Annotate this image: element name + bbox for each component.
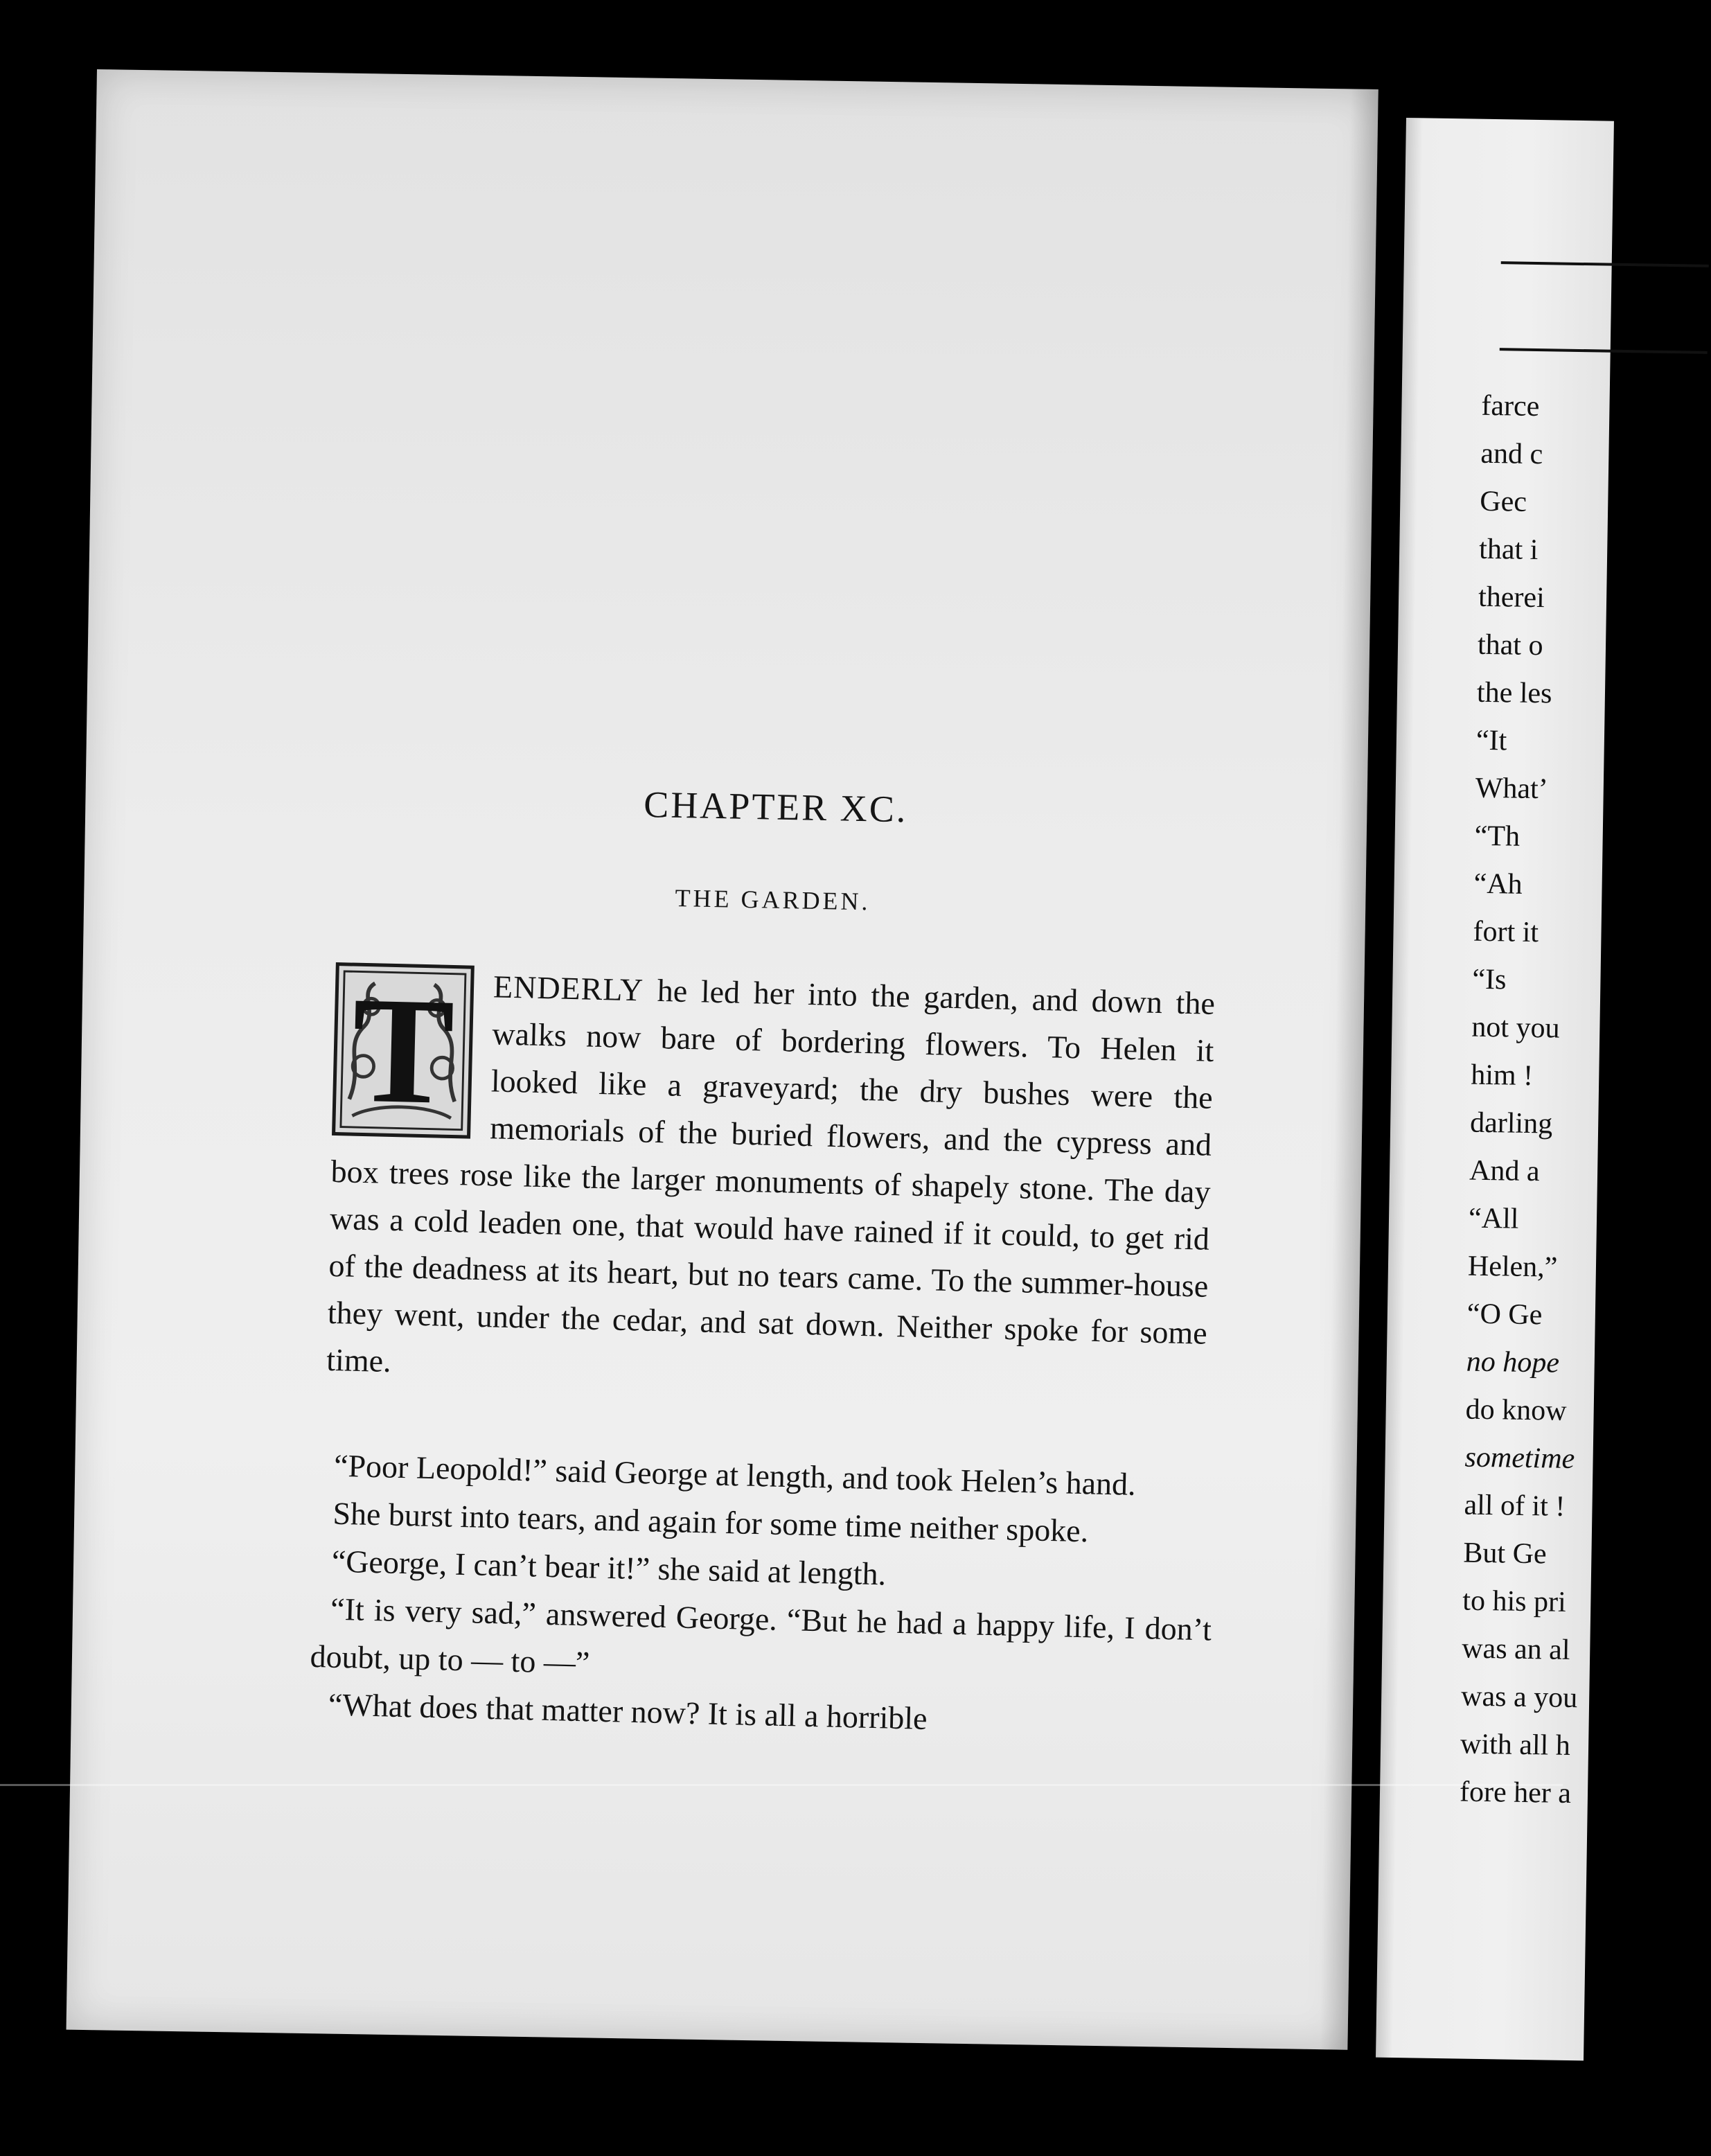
first-paragraph-text: he led her into the garden, and down the walks now bare of bordering flowers. To Helen it looked like a graveyard; the dry bushes were the memorials of the buried flowers, and the cypress and box trees rose like the larger monuments of shapely stone. The day was a cold leaden one, that would have rained if it could, to get rid of the deadness at its heart, but no tears came. To the summer-house they went, under the cedar, and sat down. Neither spoke for some time. xyxy=(326,972,1216,1379)
right-page-line: to his pri xyxy=(1462,1584,1567,1618)
right-page-line: therei xyxy=(1478,581,1545,615)
first-paragraph xyxy=(326,960,1216,1404)
scan-artifact-line xyxy=(0,1784,1563,1786)
paragraph-burst-into-tears: She burst into tears, and again for some time neither spoke. xyxy=(332,1495,1089,1549)
right-page-line: was a you xyxy=(1460,1680,1578,1715)
drop-cap-letter: T xyxy=(350,964,456,1137)
paragraph-what-does-that-matter: “What does that matter now? It is all a horrible xyxy=(328,1686,928,1736)
right-page-line: “It xyxy=(1475,724,1507,757)
right-page-line: “All xyxy=(1468,1202,1519,1235)
right-page-line: “Is xyxy=(1472,963,1507,996)
body-text xyxy=(308,1441,1215,1749)
right-page-line: “Ah xyxy=(1473,867,1523,901)
right-page-line: And a xyxy=(1469,1154,1540,1188)
right-page-line: sometime xyxy=(1464,1441,1575,1476)
right-page-line: “O Ge xyxy=(1466,1298,1543,1332)
right-page-text xyxy=(1406,118,1614,1810)
right-page-line: do know xyxy=(1465,1393,1567,1427)
right-page-rule-bottom xyxy=(1500,348,1708,354)
right-page-line: no hope xyxy=(1466,1345,1560,1379)
right-page-line: fort it xyxy=(1473,915,1539,949)
right-page-line: What’ xyxy=(1475,772,1549,806)
right-page-line: all of it ! xyxy=(1464,1489,1566,1523)
right-page-line: But Ge xyxy=(1463,1537,1547,1571)
right-page-line: not you xyxy=(1471,1011,1560,1045)
first-word-rest: ENDERLY xyxy=(493,969,644,1008)
paragraph-very-sad: “It is very sad,” answered George. “But he had a happy life, I don’t doubt, up to — to —” xyxy=(310,1591,1212,1681)
chapter-subtitle: THE GARDEN. xyxy=(675,883,871,916)
right-page-line: Helen,” xyxy=(1467,1250,1558,1284)
right-page-line: fore her a xyxy=(1459,1776,1572,1810)
right-page-line: that i xyxy=(1478,533,1539,567)
paragraph-poor-leopold: “Poor Leopold!” said George at length, and took Helen’s hand. xyxy=(333,1447,1137,1502)
right-page-line: and c xyxy=(1480,437,1543,471)
ornamental-drop-cap xyxy=(332,962,475,1139)
right-page-line: that o xyxy=(1477,628,1543,662)
right-page-line: was an al xyxy=(1461,1632,1570,1666)
chapter-heading: CHAPTER XC. xyxy=(643,783,908,831)
right-page xyxy=(1376,118,1614,2060)
right-page-line: darling xyxy=(1469,1106,1553,1140)
right-page-line: him ! xyxy=(1470,1059,1534,1093)
paragraph-cant-bear-it: “George, I can’t bear it!” she said at length. xyxy=(331,1543,887,1592)
right-page-line: with all h xyxy=(1460,1728,1571,1762)
right-page-line: “Th xyxy=(1474,820,1521,853)
right-page-rule-top xyxy=(1501,261,1709,267)
right-page-line: Gec xyxy=(1479,485,1527,518)
right-page-line: the les xyxy=(1476,676,1552,710)
right-page-line: farce xyxy=(1481,389,1540,423)
